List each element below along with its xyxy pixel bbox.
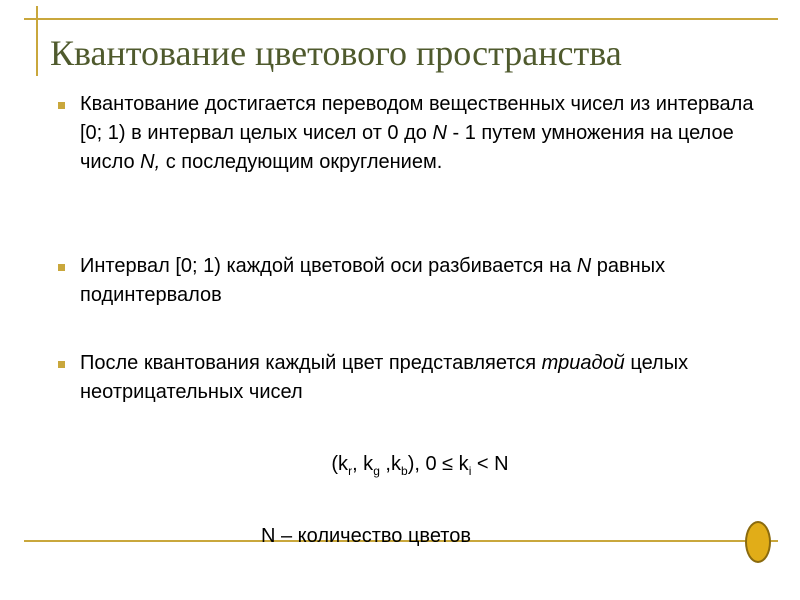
- top-divider-line: [24, 18, 778, 20]
- left-vertical-line: [36, 6, 38, 76]
- color-count-legend: N – количество цветов: [261, 525, 471, 547]
- bullet-square-icon: [58, 264, 65, 271]
- slide-title: Квантование цветового пространства: [50, 33, 622, 73]
- gold-oval-decoration: [745, 521, 771, 563]
- bullet-square-icon: [58, 361, 65, 368]
- bullet-paragraph-3: После квантования каждый цвет представляется триадой целых неотрицательных чисел: [80, 352, 689, 403]
- bullet-square-icon: [58, 102, 65, 109]
- bullet-paragraph-2: Интервал [0; 1) каждой цветовой оси разбивается на N равных подинтервалов: [80, 255, 666, 306]
- color-triad-formula: ($k_r$, $k_g$ $,k_b$), $0 \le k_i < N$: [331, 453, 509, 478]
- bullet-paragraph-1: Квантование достигается переводом вещественных чисел из интервала [0; 1) в интервал целых чисел от 0 до N - 1 путем умножения на целое число N, с последующим округлением.: [80, 93, 754, 173]
